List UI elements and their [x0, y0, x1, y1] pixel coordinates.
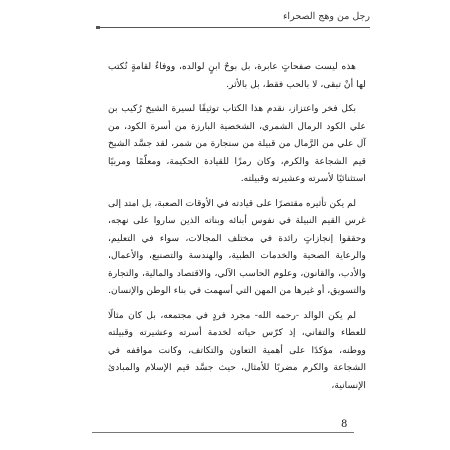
paragraph-4: لم يكن الوالد -رحمه الله- مجرد فردٍ في مجتمعه، بل كان مثالًا للعطاء والتفاني، إذ كرّس حياته لخدمة أسرته وعشيرته وقبيلته ووطنه، مؤكدًا على أهمية التعاون والتكاتف، وكانت مواقفه في الشجاعة والكرم مضربًا للأمثال، حيث جسَّد قيم الإسلام والمبادئ الإنسانية،	[108, 309, 366, 391]
footer-rule	[92, 432, 354, 433]
header-rule	[96, 27, 370, 28]
paragraph-1: هذه ليست صفحاتٍ عابرة، بل بوحٌ ابنٍ لوالده، ووفاءٌ لقامةٍ تُكتب لها أنْ تبقى، لا بالحب فقط، بل بالأثر.	[108, 61, 366, 90]
running-header-title: رجل من وهج الصحراء	[282, 11, 370, 22]
paragraph-3: لم يكن تأثيره مقتصرًا على قيادته في الأوقات الصعبة، بل امتد إلى غرس القيم النبيلة في نفوس أبنائه وبناته الذين ساروا على نهجه، وحققوا إنجازاتٍ رائدة في مختلف المجالات، سواء في التعليم، والرعاية الصحية والخدمات الطبية، والهندسة والتصنيع، والأعمال، والأدب، والقانون، وعلوم الحاسب الآلي، والاقتصاد والمالية، والتجارة والتسويق، أو غيرها من المهن التي أسهمت في بناء الوطن والإنسان.	[107, 197, 366, 296]
paragraph-2: بكل فخر واعتزاز، نقدم هذا الكتاب توثيقًا لسيرة الشيخ رُكيب بن علي الكود الرمال الشمري، الشخصية البارزة من أسرة الكود، من آل علي من الرَّمال من قبيلة من سنجارة من شمر، لقد جسَّد الشيخ قيم الشجاعة والكرم، وكان رمزًا للقيادة الحكيمة، ومعلّمًا ومربيًا استثنائيًا لأسرته وعشيرته وقبيلته.	[108, 103, 366, 184]
page-body	[108, 58, 366, 401]
page-number: 8	[341, 419, 348, 430]
